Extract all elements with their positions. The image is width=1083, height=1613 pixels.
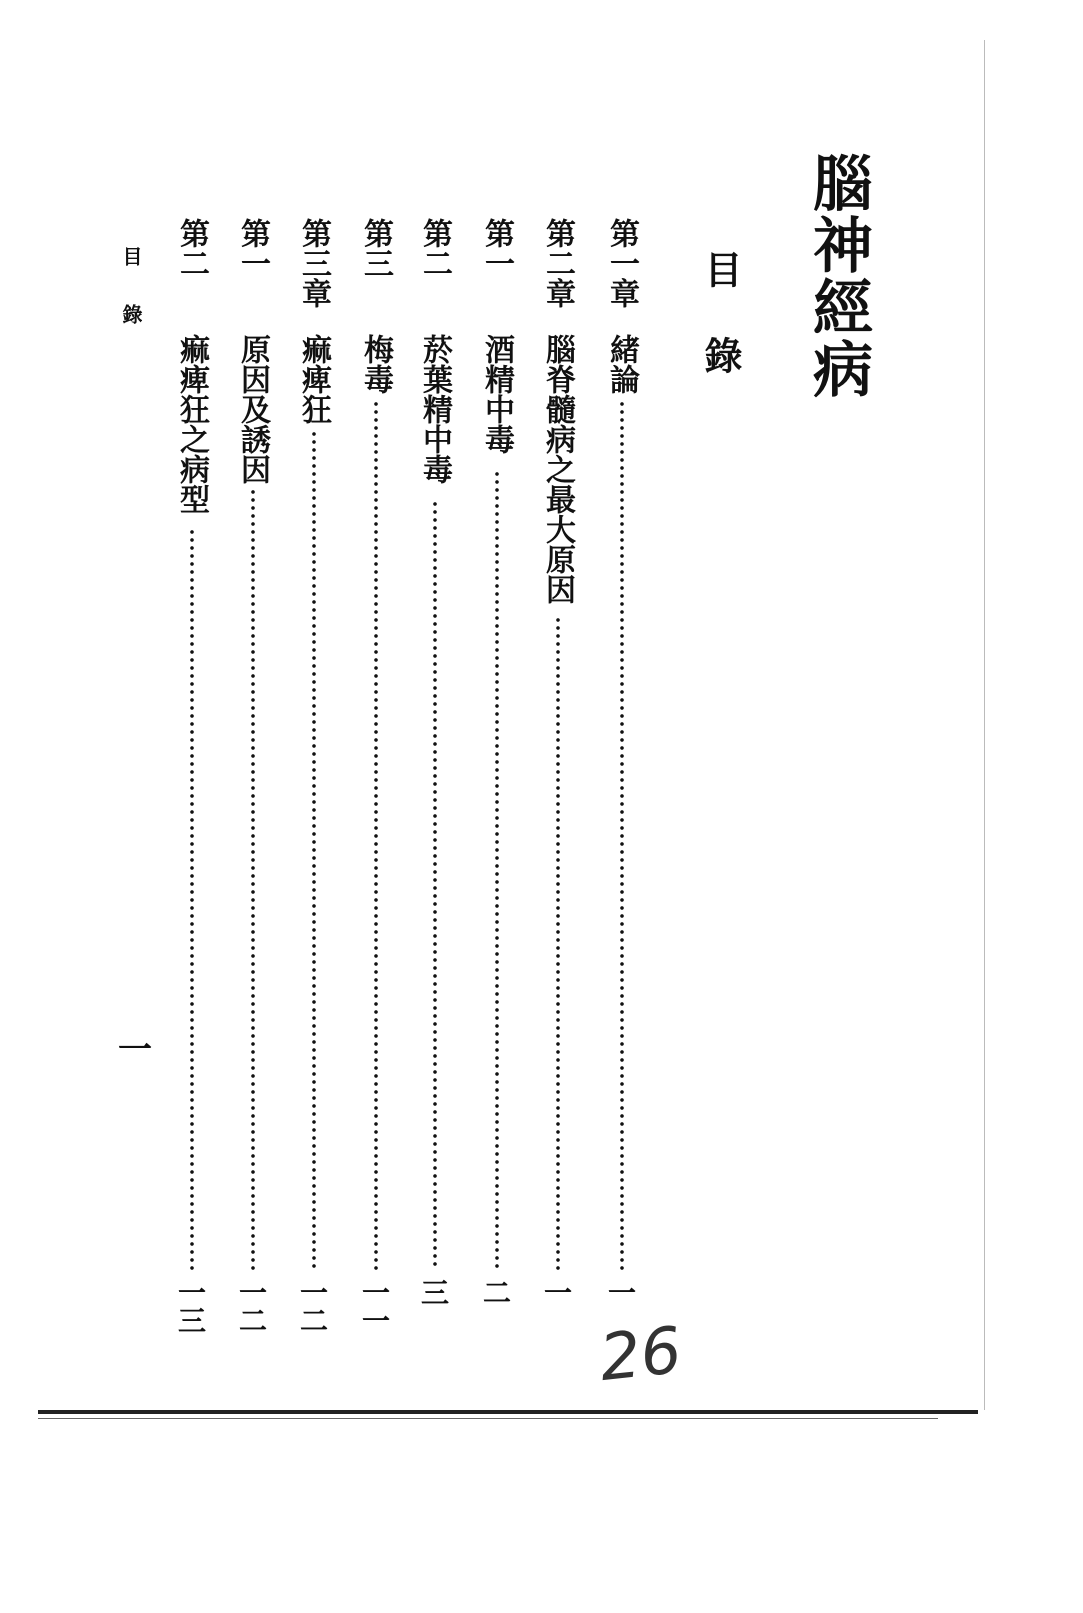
toc-entry-label: 第二章 xyxy=(540,218,575,308)
toc-entry-leader xyxy=(374,400,378,1270)
toc-entry-label: 第三 xyxy=(358,218,393,278)
book-title: 腦神經病 xyxy=(803,152,873,400)
toc-entry xyxy=(296,218,331,1334)
toc-entry-title: 腦脊髓病之最大原因 xyxy=(540,334,575,604)
toc-entry-page: 一三 xyxy=(174,1278,207,1334)
toc-entry xyxy=(606,218,638,1328)
toc-entry-page: 一 xyxy=(540,1278,573,1306)
toc-entry-label: 第二 xyxy=(174,218,209,278)
running-header: 目錄 xyxy=(119,246,143,362)
page-number: 一 xyxy=(118,1030,152,1070)
toc-entry xyxy=(174,218,209,1334)
toc-entry-leader xyxy=(190,528,194,1270)
toc-entry-page: 二 xyxy=(479,1278,512,1306)
bottom-rule xyxy=(38,1410,978,1414)
toc-entry-title: 緒論 xyxy=(604,334,639,394)
toc-entry-title: 痲痺狂 xyxy=(296,334,331,424)
toc-entry-leader xyxy=(495,470,499,1270)
toc-entry-leader xyxy=(433,500,437,1270)
toc-heading: 目錄 xyxy=(698,250,743,422)
toc-entry-page: 一一 xyxy=(358,1278,391,1334)
toc-entry xyxy=(235,218,270,1334)
toc-entry-page: 一二 xyxy=(235,1278,268,1334)
toc-entry xyxy=(481,218,513,1328)
toc-entry-label: 第一 xyxy=(235,218,270,278)
toc-entry-page: 一二 xyxy=(296,1278,329,1334)
toc-entry-title: 菸葉精中毒 xyxy=(417,334,452,484)
toc-entry-label: 第一 xyxy=(479,218,514,278)
toc-entry-page: 一 xyxy=(604,1278,637,1306)
toc-entry xyxy=(419,218,451,1328)
bottom-rule-thin xyxy=(38,1418,938,1419)
toc-entry-title: 酒精中毒 xyxy=(479,334,514,454)
page-edge-line xyxy=(984,40,985,1410)
toc-entry-label: 第二 xyxy=(417,218,452,278)
toc-entry xyxy=(358,218,393,1334)
toc-entry-title: 梅毒 xyxy=(358,334,393,394)
toc-entry-leader xyxy=(556,616,560,1270)
toc-entry-leader xyxy=(620,400,624,1270)
handwritten-page-mark: 26 xyxy=(596,1313,686,1397)
toc-entry-leader xyxy=(251,488,255,1270)
toc-entry-leader xyxy=(312,430,316,1270)
toc-entry-title: 痲痺狂之病型 xyxy=(174,334,209,514)
toc-entry-label: 第三章 xyxy=(296,218,331,308)
toc-entry-label: 第一章 xyxy=(604,218,639,308)
toc-entry xyxy=(542,218,574,1328)
toc-entry-page: 三 xyxy=(417,1278,450,1306)
toc-entry-title: 原因及誘因 xyxy=(235,334,270,484)
